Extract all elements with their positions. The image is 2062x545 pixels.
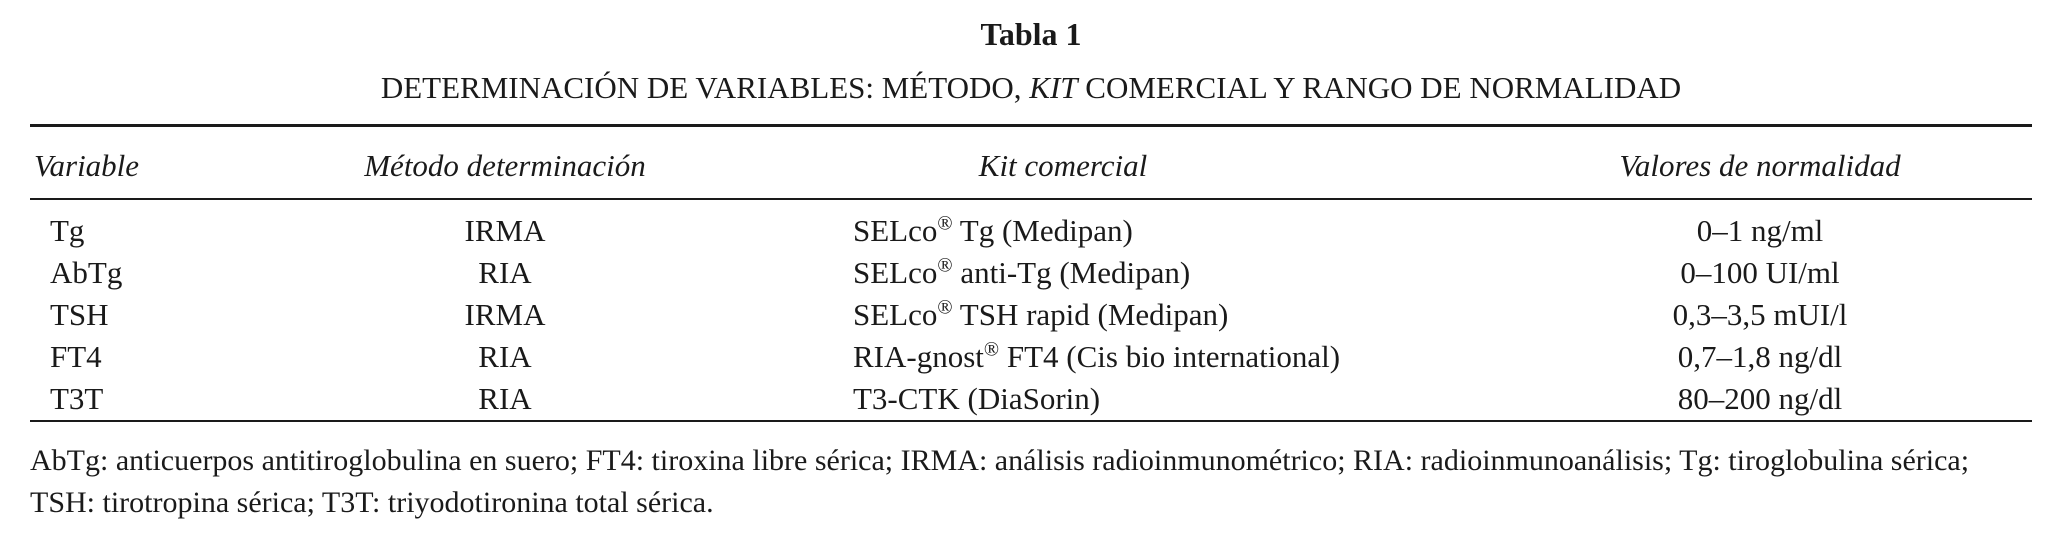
cell-values: 0–100 UI/ml [1680,255,1840,290]
cell-variable: Tg [50,213,85,248]
table-row [0,336,2062,378]
cell-values: 0,7–1,8 ng/dl [1677,339,1843,374]
cell-variable: TSH [50,297,109,332]
cell-method: RIA [478,255,532,290]
cell-kit: SELco® anti-Tg (Medipan) [853,254,1191,290]
table-top-rule [30,124,2032,127]
cell-kit: SELco® Tg (Medipan) [853,212,1133,248]
table-row [0,210,2062,252]
registered-mark: ® [937,212,953,235]
cell-method: IRMA [464,213,546,248]
table-row [0,378,2062,420]
subtitle-part-1: DETERMINACIÓN DE VARIABLES: MÉTODO, [380,70,1030,105]
cell-variable: T3T [50,381,104,416]
table-row [0,294,2062,336]
cell-values: 0–1 ng/ml [1696,213,1824,248]
header-kit [853,148,1273,184]
table-bottom-rule [30,420,2032,422]
table-title: Tabla 1 [980,16,1082,52]
cell-method: IRMA [464,297,546,332]
subtitle-kit-italic: KIT [1029,70,1078,105]
cell-kit: SELco® TSH rapid (Medipan) [853,296,1229,332]
cell-variable: AbTg [50,255,123,290]
table-body [0,210,2062,420]
registered-mark: ® [937,254,953,277]
header-variable: Variable [34,148,140,183]
cell-kit: T3-CTK (DiaSorin) [853,381,1101,416]
cell-variable: FT4 [50,339,102,374]
table-subtitle [0,68,2062,108]
table-row [0,252,2062,294]
registered-mark: ® [983,338,1000,361]
header-method: Método determinación [364,148,646,183]
subtitle-part-2: COMERCIAL Y RANGO DE NORMALIDAD [1077,70,1682,105]
registered-mark: ® [937,296,953,319]
header-kit-label: Kit comercial [978,148,1148,183]
cell-values: 0,3–3,5 mUI/l [1672,297,1848,332]
table-footnote: AbTg: anticuerpos antitiroglobulina en suero; FT4: tiroxina libre sérica; IRMA: análisis radioinmunométrico; RIA: radioinmunoanálisis; Tg: tiroglobulina sérica; TSH: tirotropina sérica; T3T: triyodotironina total sérica. [30,444,1970,519]
header-values: Valores de normalidad [1619,148,1901,183]
cell-kit: RIA-gnost® FT4 (Cis bio international) [853,338,1341,374]
header-rule [30,198,2032,200]
cell-method: RIA [478,339,532,374]
cell-method: RIA [478,381,532,416]
cell-values: 80–200 ng/dl [1677,381,1843,416]
